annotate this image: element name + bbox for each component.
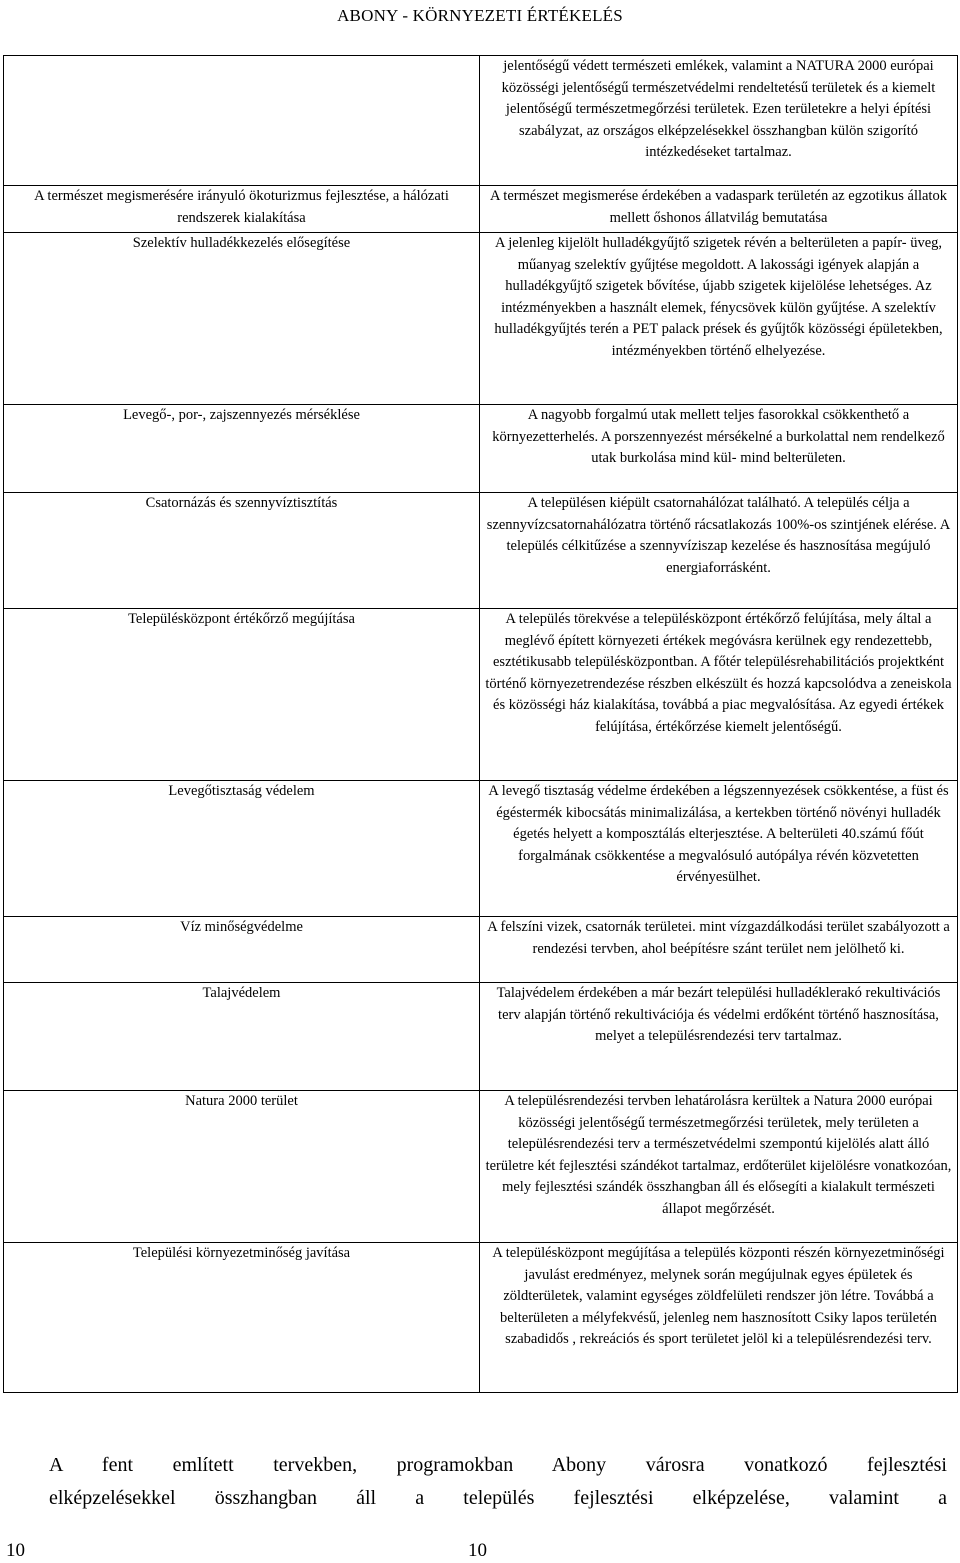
table-row — [4, 609, 958, 781]
page-header: ABONY - KÖRNYEZETI ÉRTÉKELÉS — [337, 6, 623, 25]
table-cell-description: jelentőségű védett természeti emlékek, valamint a NATURA 2000 európai közösségi jelentőségű természetvédelmi rendeltetésű területek és a kiemelt jelentőségű természetmegőrzési területek. Ezen területekre a helyi építési szabályzat, az országos elképzelésekkel összhangban külön szigorító intézkedéseket tartalmaz. — [480, 56, 958, 186]
development-table — [3, 55, 958, 1393]
table-cell-topic: A természet megismerésére irányuló ökoturizmus fejlesztése, a hálózati rendszerek kialakítása — [4, 186, 480, 233]
table-row — [4, 1243, 958, 1393]
table-row — [4, 56, 958, 186]
table-cell-description: A nagyobb forgalmú utak mellett teljes fasorokkal csökkenthető a környezetterhelés. A porszennyezést mérsékelné a burkolattal nem rendelkező utak burkolása mind kül- mind belterületen. — [480, 405, 958, 493]
table-cell-description: A jelenleg kijelölt hulladékgyűjtő szigetek révén a belterületen a papír- üveg, műanyag szelektív gyűjtése megoldott. A lakossági igények alapján a hulladékgyűjtő szigetek bővítése, újabb szigetek kijelölése lehetséges. Az intézményekben a használt elemek, fénycsövek külön gyűjtése. A szelektív hulladékgyűjtés terén a PET palack prések és gyűjtők közösségi épületekben, intézményekben történő elhelyezése. — [480, 233, 958, 405]
table-cell-topic: Talajvédelem — [4, 983, 480, 1091]
body-line: elképzelésekkel összhangban áll a település fejlesztési elképzelése, valamint a — [49, 1487, 947, 1509]
table-row — [4, 917, 958, 983]
table-cell-topic — [4, 56, 480, 186]
table-cell-topic: Natura 2000 terület — [4, 1091, 480, 1243]
page-number-left: 10 — [6, 1540, 25, 1561]
table-row — [4, 1091, 958, 1243]
table-cell-topic: Víz minőségvédelme — [4, 917, 480, 983]
table-cell-topic: Települési környezetminőség javítása — [4, 1243, 480, 1393]
table-row — [4, 405, 958, 493]
table-cell-description: A levegő tisztaság védelme érdekében a légszennyezések csökkentése, a füst és égéstermék kibocsátás minimalizálása, a kertekben történő növényi hulladék égetés helyett a komposztálás elterjesztése. A belterületi 40.számú főút forgalmának csökkentése a megvalósuló autópálya révén közvetetten érvényesülhet. — [480, 781, 958, 917]
table-cell-topic: Szelektív hulladékkezelés elősegítése — [4, 233, 480, 405]
table-row — [4, 493, 958, 609]
table-cell-description: A település törekvése a településközpont értékőrző felújítása, mely által a meglévő épített környezeti értékek megóvásra kerülnek egy rendezettebb, esztétikusabb településközpontban. A főtér településrehabilitációs projektként történő környezetrendezése részben elkészült és hozzá kapcsolódva a zeneiskola és közösségi ház kialakítása, továbbá a piac megvalósítása. Az egyedi értékek felújítása, értékőrzése kiemelt jelentőségű. — [480, 609, 958, 781]
body-line: A fent említett tervekben, programokban Abony városra vonatkozó fejlesztési — [49, 1454, 947, 1476]
table-row — [4, 186, 958, 233]
table-cell-description: A településközpont megújítása a település központi részén környezetminőségi javulást eredményez, melynek során megújulnak egyes épületek és zöldterületek, valamint egységes zöldfelületi rendszer jön létre. Továbbá a belterületen a mélyfekvésű, jelenleg nem hasznosított Csiky lapos területén szabadidős , rekreációs és sport területet jelöl ki a településrendezési terv. — [480, 1243, 958, 1393]
table-cell-topic: Településközpont értékőrző megújítása — [4, 609, 480, 781]
page-number-center: 10 — [468, 1540, 487, 1561]
table-cell-topic: Levegő-, por-, zajszennyezés mérséklése — [4, 405, 480, 493]
table-cell-description: A településen kiépült csatornahálózat található. A település célja a szennyvízcsatornahálózatra történő rácsatlakozás 100%-os szintjének elérése. A település célkitűzése a szennyvíziszap kezelése és hasznosítása megújuló energiaforrásként. — [480, 493, 958, 609]
table-row — [4, 781, 958, 917]
table-cell-description: A természet megismerése érdekében a vadaspark területén az egzotikus állatok mellett őshonos állatvilág bemutatása — [480, 186, 958, 233]
table-cell-topic: Levegőtisztaság védelem — [4, 781, 480, 917]
table-cell-topic: Csatornázás és szennyvíztisztítás — [4, 493, 480, 609]
table-cell-description: A felszíni vizek, csatornák területei. mint vízgazdálkodási terület szabályozott a rendezési tervben, ahol beépítésre szánt terület nem jelölhető ki. — [480, 917, 958, 983]
table-row — [4, 233, 958, 405]
body-paragraph — [49, 1449, 947, 1515]
table-cell-description: A településrendezési tervben lehatárolásra kerültek a Natura 2000 európai közösségi jelentőségű természetmegőrzési területek, mely területen a településrendezési terv a természetvédelmi szempontú kijelölés alatt álló területre két fejlesztési szándékot tartalmaz, erdőterület kijelölésre vonatkozóan, mely fejlesztési szándék összhangban áll és elősegíti a kialakult természeti állapot megőrzését. — [480, 1091, 958, 1243]
table-row — [4, 983, 958, 1091]
table-cell-description: Talajvédelem érdekében a már bezárt települési hulladéklerakó rekultivációs terv alapján történő rekultivációja és védelmi erdőként történő hasznosítása, melyet a településrendezési terv tartalmaz. — [480, 983, 958, 1091]
